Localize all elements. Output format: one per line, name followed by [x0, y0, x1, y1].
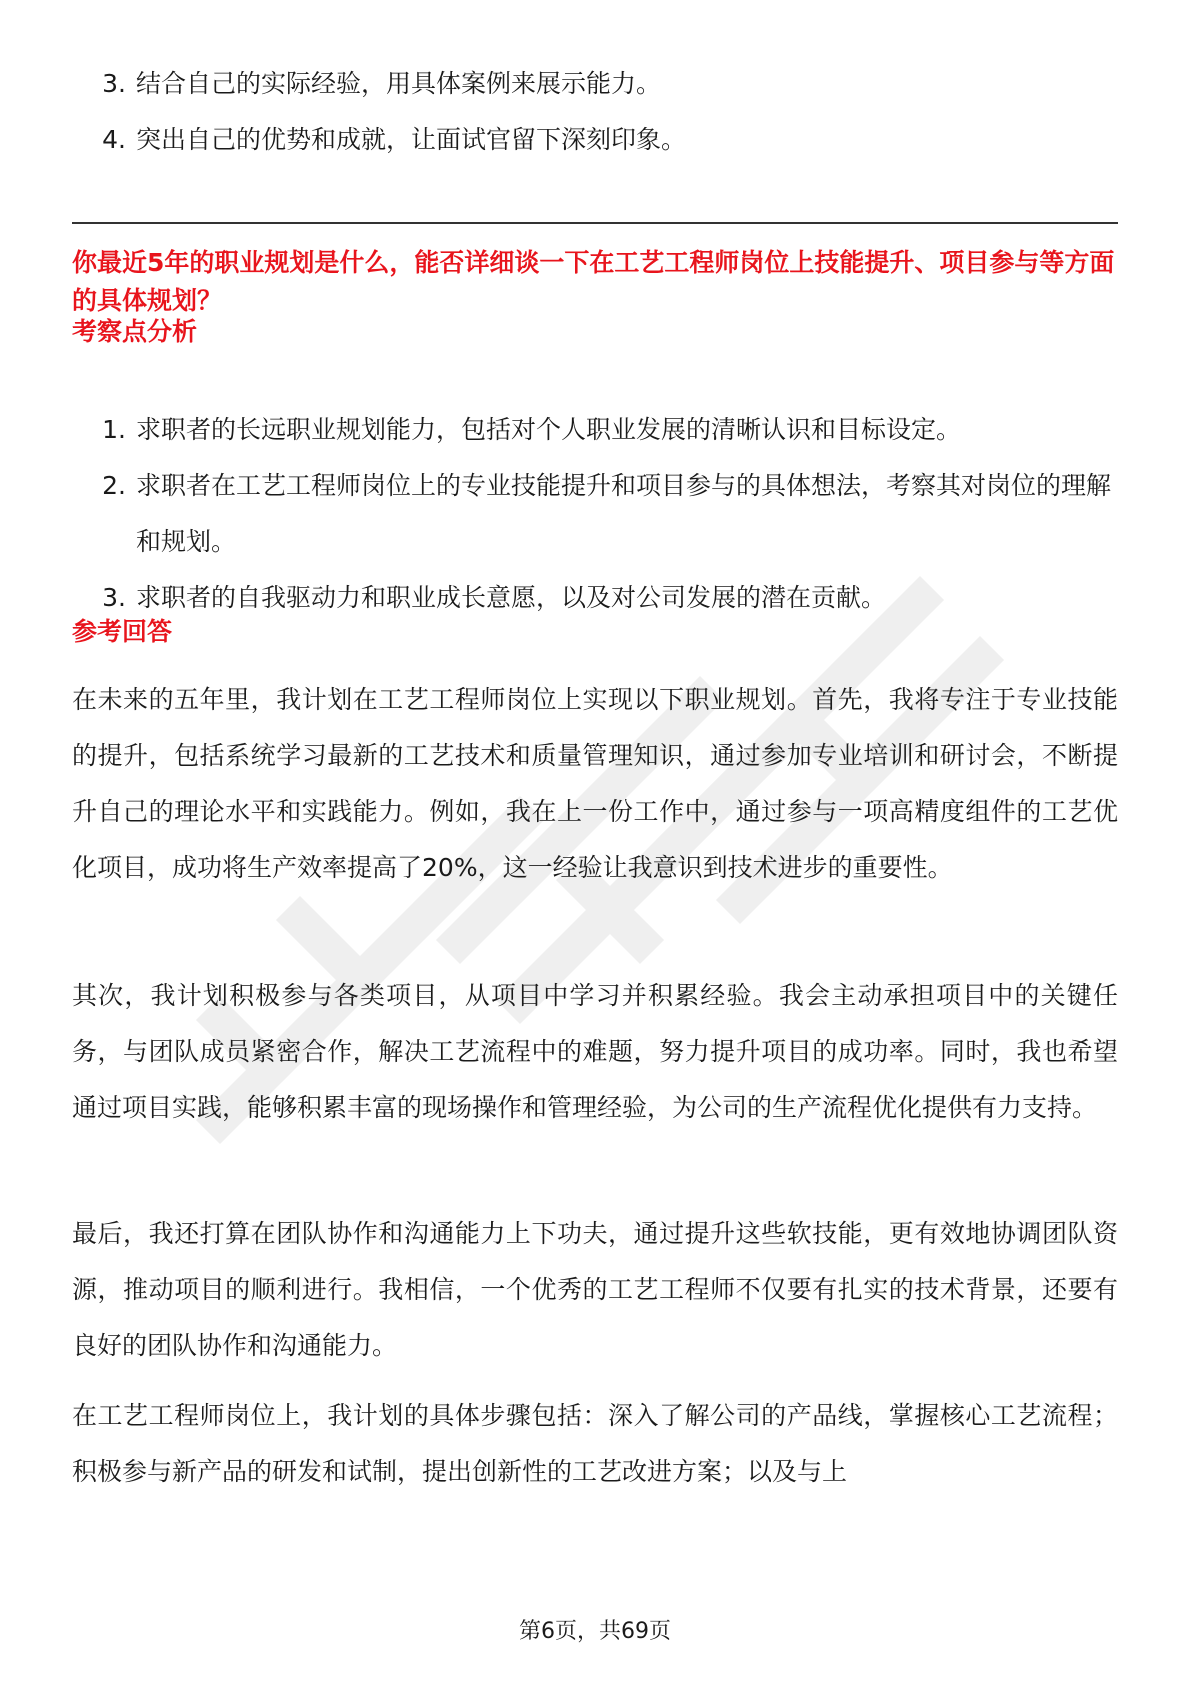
analysis-heading: 考察点分析: [72, 317, 198, 346]
list-text: 求职者在工艺工程师岗位上的专业技能提升和项目参与的具体想法，考察其对岗位的理解和规划。: [136, 471, 1112, 556]
answer-paragraph: 其次，我计划积极参与各类项目，从项目中学习并积累经验。我会主动承担项目中的关键任务，与团队成员紧密合作，解决工艺流程中的难题，努力提升项目的成功率。同时，我也希望通过项目实践，能够积累丰富的现场操作和管理经验，为公司的生产流程优化提供有力支持。: [72, 981, 1118, 1122]
list-text: 求职者的长远职业规划能力，包括对个人职业发展的清晰认识和目标设定。: [136, 415, 962, 444]
page-number-footer: 第6页，共69页: [519, 1619, 671, 1644]
list-item: [72, 402, 1118, 458]
list-number: 4.: [102, 125, 126, 154]
answer-paragraph: 最后，我还打算在团队协作和沟通能力上下功夫，通过提升这些软技能，更有效地协调团队资源，推动项目的顺利进行。我相信，一个优秀的工艺工程师不仅要有扎实的技术背景，还要有良好的团队协作和沟通能力。: [72, 1219, 1118, 1360]
list-text: 求职者的自我驱动力和职业成长意愿，以及对公司发展的潜在贡献。: [136, 583, 887, 612]
list-number: 2.: [102, 471, 126, 500]
list-text: 结合自己的实际经验，用具体案例来展示能力。: [136, 69, 662, 98]
answer-heading: 参考回答: [72, 617, 173, 646]
interview-question: 你最近5年的职业规划是什么，能否详细谈一下在工艺工程师岗位上技能提升、项目参与等方面的具体规划？: [72, 248, 1115, 315]
list-number: 3.: [102, 583, 126, 612]
list-item: [72, 56, 1118, 112]
list-number: 3.: [102, 69, 126, 98]
list-text: 突出自己的优势和成就，让面试官留下深刻印象。: [136, 125, 687, 154]
list-item: [72, 112, 1118, 168]
list-item: [72, 570, 1118, 626]
previous-tips-list: [72, 56, 1118, 168]
list-number: 1.: [102, 415, 126, 444]
analysis-list: [72, 402, 1118, 626]
section-divider: [72, 222, 1118, 224]
answer-paragraph: 在工艺工程师岗位上，我计划的具体步骤包括：深入了解公司的产品线，掌握核心工艺流程；积极参与新产品的研发和试制，提出创新性的工艺改进方案；以及与上: [72, 1401, 1118, 1486]
answer-paragraph: 在未来的五年里，我计划在工艺工程师岗位上实现以下职业规划。首先，我将专注于专业技能的提升，包括系统学习最新的工艺技术和质量管理知识，通过参加专业培训和研讨会，不断提升自己的理论水平和实践能力。例如，我在上一份工作中，通过参与一项高精度组件的工艺优化项目，成功将生产效率提高了20%，这一经验让我意识到技术进步的重要性。: [72, 685, 1118, 882]
list-item: [72, 458, 1118, 570]
